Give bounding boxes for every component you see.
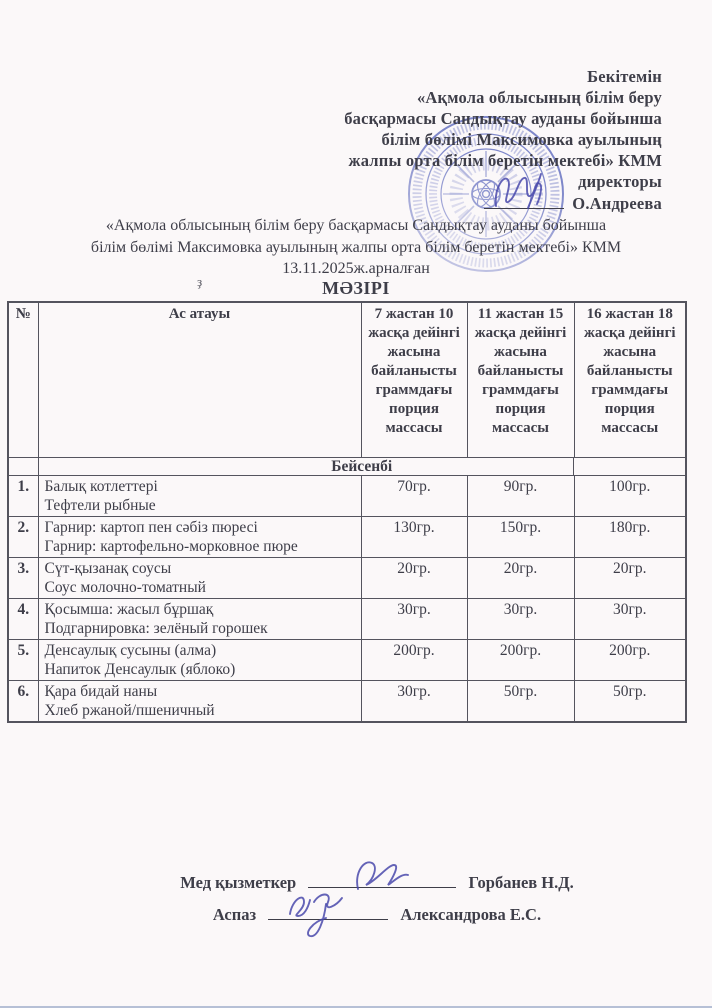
portion-7-10: 20гр.	[361, 558, 467, 599]
cook-name: Александрова Е.С.	[400, 905, 542, 924]
dish-name-kk: Қосымша: жасыл бұршақ	[44, 601, 214, 618]
row-number: 1.	[8, 476, 38, 517]
approval-line-org-4: жалпы орта білім беретін мектебі» КММ	[348, 151, 662, 170]
portion-7-10: 70гр.	[361, 476, 467, 517]
dish-cell	[38, 517, 361, 558]
cook-signature	[282, 888, 362, 943]
table-line-artifact	[573, 458, 574, 476]
table-row	[8, 476, 686, 517]
col-header-age-16-18: 16 жастан 18 жасқа дейінгі жасына байланысты граммдағы порция массасы	[574, 302, 686, 458]
portion-7-10: 130гр.	[361, 517, 467, 558]
portion-16-18: 30гр.	[574, 599, 686, 640]
dish-cell	[38, 558, 361, 599]
cook-signature-row	[42, 905, 712, 928]
approval-line-approved: Бекітемін	[587, 67, 662, 86]
approval-line-director: директоры	[578, 172, 662, 191]
portion-11-15: 50гр.	[467, 681, 574, 723]
portion-7-10: 30гр.	[361, 599, 467, 640]
portion-11-15: 20гр.	[467, 558, 574, 599]
portion-16-18: 100гр.	[574, 476, 686, 517]
dish-name-kk: Балық котлеттері	[44, 478, 158, 495]
portion-16-18: 180гр.	[574, 517, 686, 558]
row-number: 6.	[8, 681, 38, 723]
dish-name-kk: Денсаулық сусыны (алма)	[44, 642, 217, 659]
dish-cell	[38, 681, 361, 723]
portion-16-18: 200гр.	[574, 640, 686, 681]
dish-cell	[38, 640, 361, 681]
col-header-age-7-10: 7 жастан 10 жасқа дейінгі жасына байланысты граммдағы порция массасы	[361, 302, 467, 458]
dish-name-ru: Подгарнировка: зелёный горошек	[44, 620, 268, 637]
dish-cell	[38, 476, 361, 517]
document-subtitle	[0, 215, 712, 280]
table-header-row	[8, 302, 686, 458]
day-label: Бейсенбі	[38, 458, 686, 476]
portion-7-10: 30гр.	[361, 681, 467, 723]
row-number: 2.	[8, 517, 38, 558]
menu-table	[7, 301, 687, 723]
portion-16-18: 20гр.	[574, 558, 686, 599]
day-row	[8, 458, 686, 476]
subtitle-date-line: 13.11.2025ж.арналған	[282, 260, 430, 277]
portion-11-15: 200гр.	[467, 640, 574, 681]
med-worker-signature	[348, 853, 418, 893]
table-row	[8, 517, 686, 558]
portion-11-15: 150гр.	[467, 517, 574, 558]
row-number: 5.	[8, 640, 38, 681]
approval-line-org-1: «Ақмола облысының білім беру	[416, 88, 662, 107]
subtitle-line-2: білім бөлімі Максимовка ауылының жалпы орта білім беретін мектебі» КММ	[90, 238, 622, 256]
col-header-dish-name: Ас атауы	[38, 302, 361, 458]
row-number: 4.	[8, 599, 38, 640]
dish-name-ru: Соус молочно-томатный	[44, 579, 206, 596]
table-row	[8, 640, 686, 681]
table-row	[8, 558, 686, 599]
portion-16-18: 50гр.	[574, 681, 686, 723]
approval-line-org-3: білім бөлімі Максимовка ауылының	[381, 130, 662, 149]
cook-signature-line	[268, 905, 388, 920]
dish-name-ru: Хлеб ржаной/пшеничный	[44, 702, 215, 719]
director-signature-line	[484, 194, 564, 209]
med-worker-role-label: Мед қызметкер	[180, 873, 297, 892]
dish-name-ru: Напиток Денсаулык (яблоко)	[44, 661, 236, 678]
stray-scan-mark: ҙ	[197, 274, 203, 289]
director-name: О.Андреева	[572, 194, 662, 213]
cook-role-label: Аспаз	[212, 905, 257, 924]
dish-name-kk: Сүт-қызанақ соусы	[44, 560, 172, 577]
table-row	[8, 681, 686, 723]
portion-11-15: 90гр.	[467, 476, 574, 517]
dish-name-kk: Қара бидай наны	[44, 683, 158, 700]
row-number: 3.	[8, 558, 38, 599]
table-row	[8, 599, 686, 640]
dish-cell	[38, 599, 361, 640]
portion-7-10: 200гр.	[361, 640, 467, 681]
dish-name-ru: Тефтели рыбные	[44, 497, 156, 514]
col-header-number: №	[8, 302, 38, 458]
col-header-age-11-15: 11 жастан 15 жасқа дейінгі жасына байланысты граммдағы порция массасы	[467, 302, 574, 458]
director-signature-row	[242, 193, 662, 214]
approval-line-org-2: басқармасы Сандықтау ауданы бойынша	[344, 109, 662, 128]
approval-block	[242, 66, 662, 214]
portion-11-15: 30гр.	[467, 599, 574, 640]
med-worker-signature-row	[42, 873, 712, 896]
med-worker-signature-line	[308, 873, 456, 888]
signature-footer	[0, 873, 712, 937]
dish-name-ru: Гарнир: картофельно-морковное пюре	[44, 538, 298, 555]
day-row-empty-cell	[8, 458, 38, 476]
med-worker-name: Горбанев Н.Д.	[468, 873, 574, 892]
subtitle-line-1: «Ақмола облысының білім беру басқармасы Сандықтау ауданы бойынша	[105, 217, 607, 234]
dish-name-kk: Гарнир: картоп пен сәбіз пюресі	[44, 519, 258, 536]
menu-title: МӘЗІРІ	[322, 278, 390, 298]
